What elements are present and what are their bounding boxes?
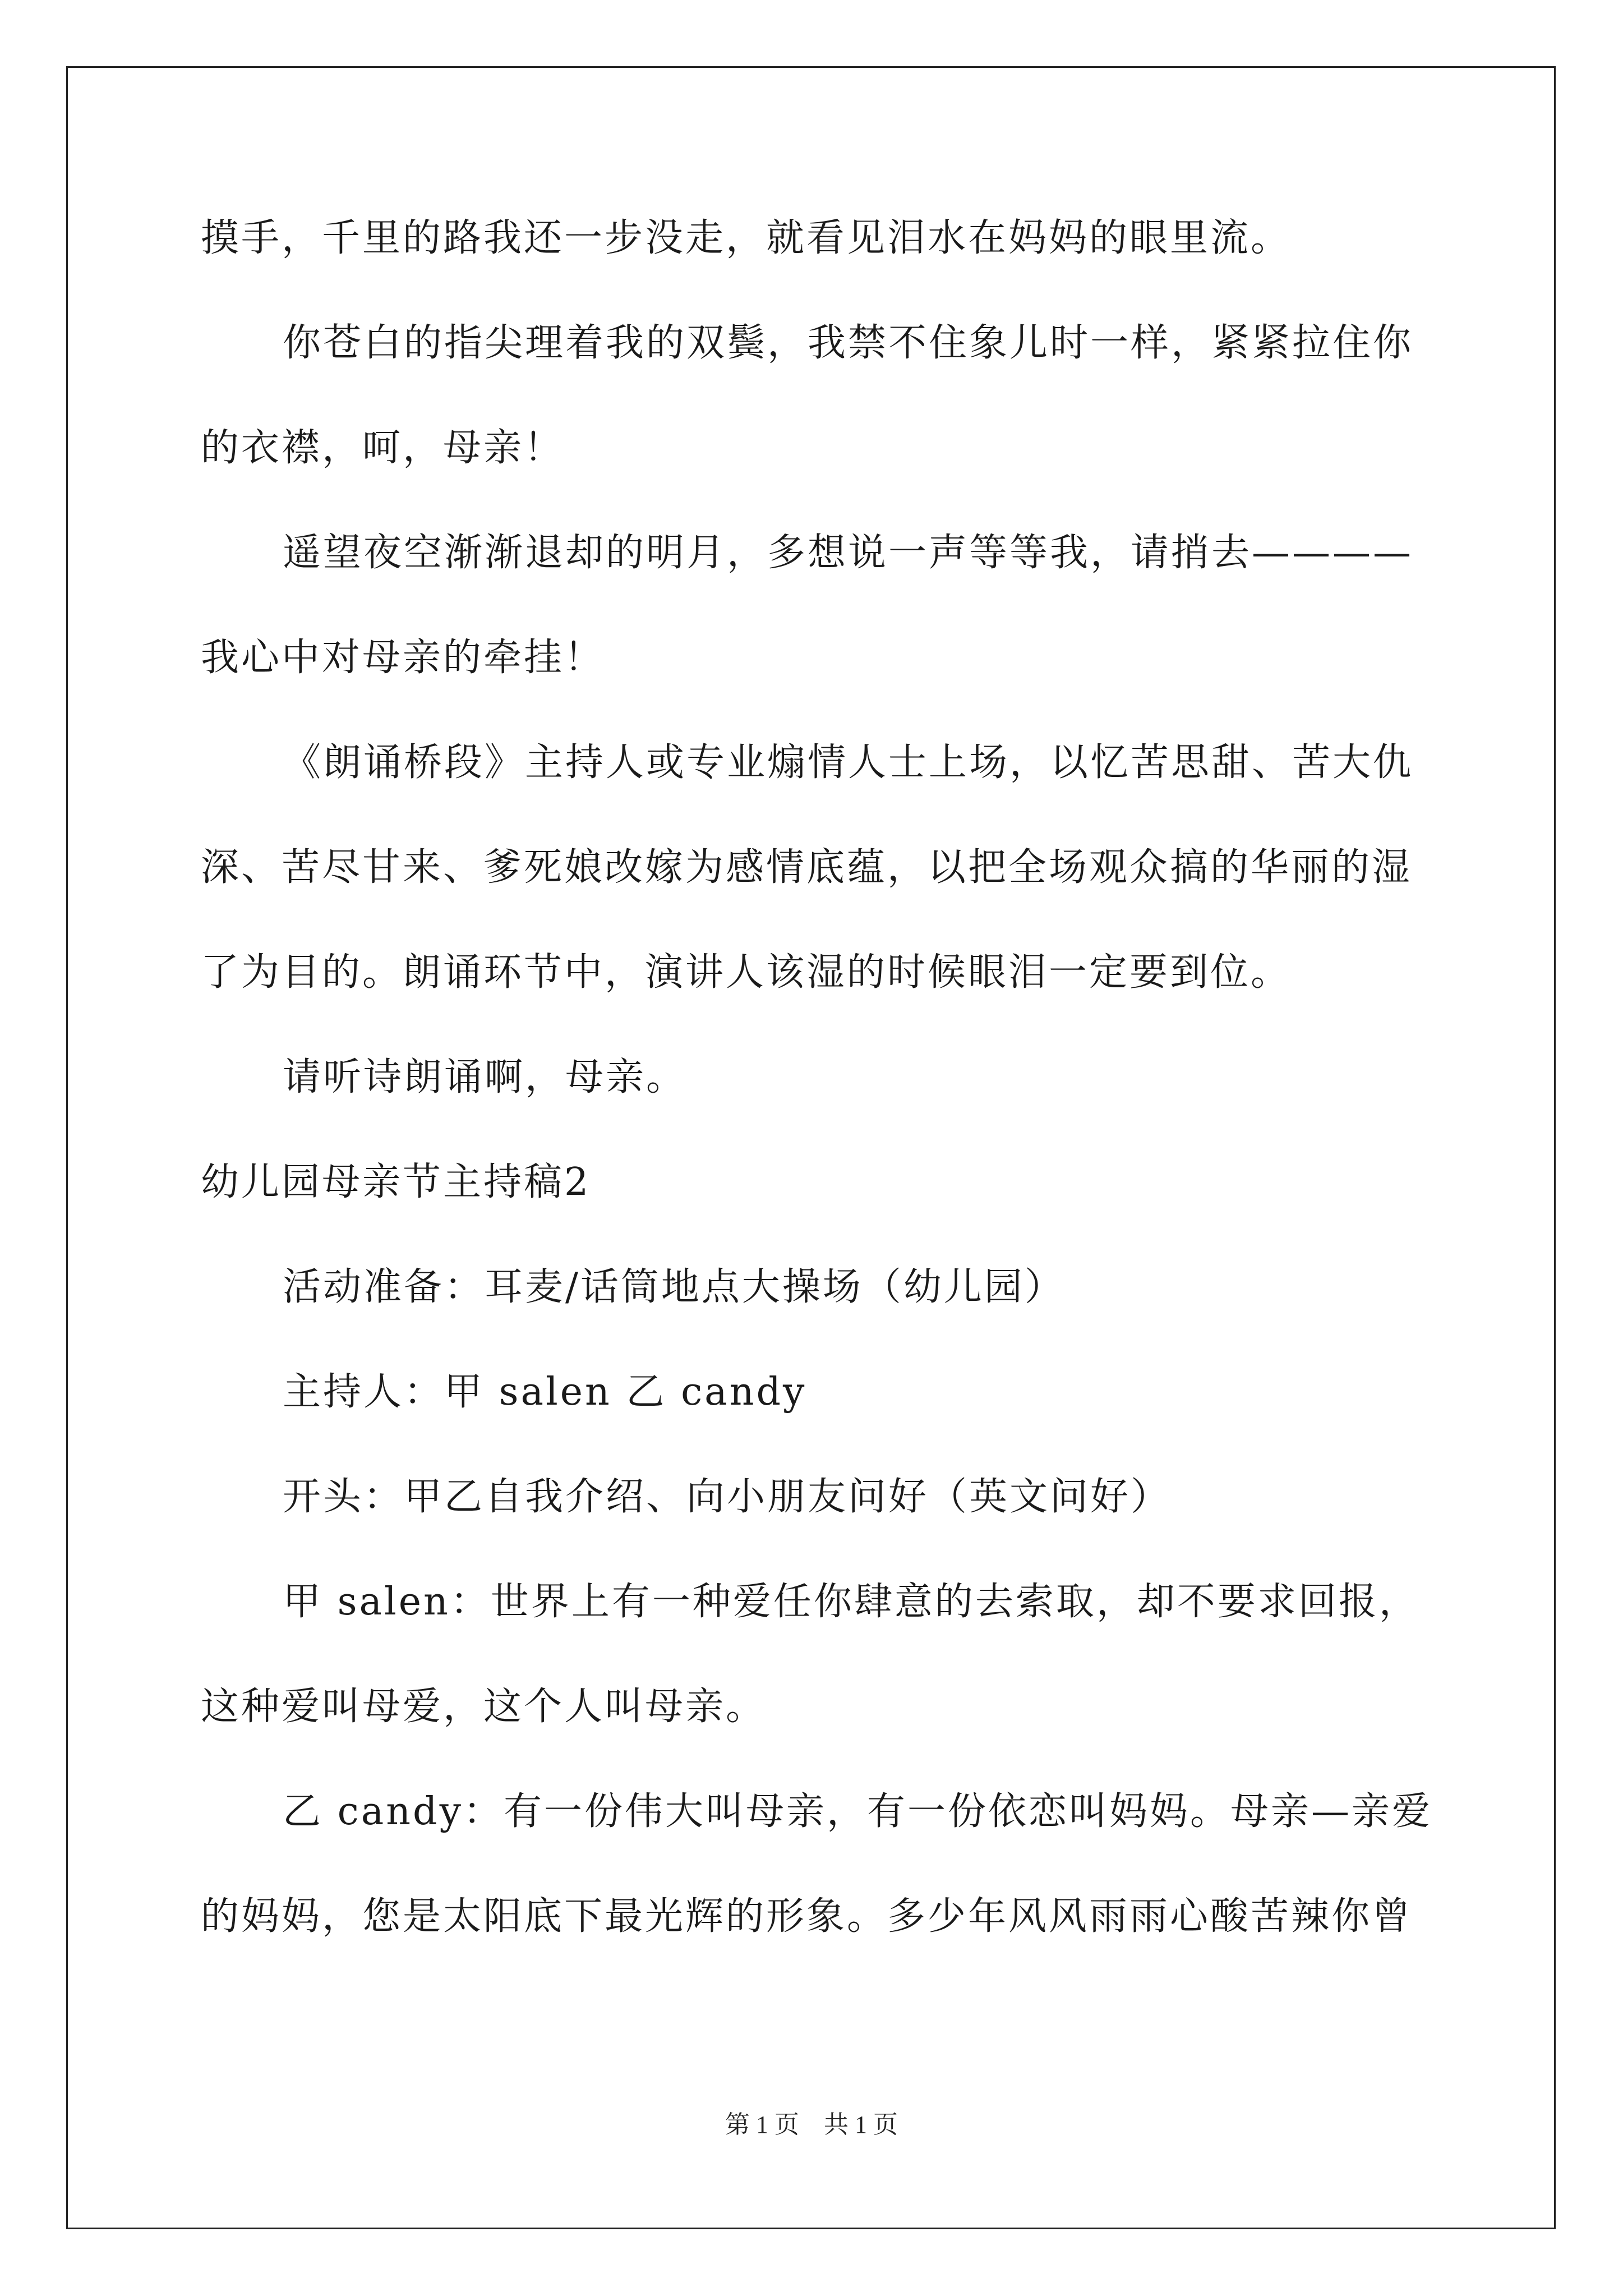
section-heading: 幼儿园母亲节主持稿2 xyxy=(201,1160,591,1204)
page-number-footer: 第 1 页 共 1 页 xyxy=(725,2111,898,2138)
paragraph-line: 你苍白的指尖理着我的双鬓，我禁不住象儿时一样，紧紧拉住你 xyxy=(283,321,1414,365)
text-line: 这种爱叫母爱，这个人叫母亲。 xyxy=(201,1685,767,1729)
paragraph-line: 开头：甲乙自我介绍、向小朋友问好（英文问好） xyxy=(283,1475,1172,1519)
text-line: 深、苦尽甘来、爹死娘改嫁为感情底蕴，以把全场观众搞的华丽的湿 xyxy=(201,845,1413,890)
text-line: 的妈妈，您是太阳底下最光辉的形象。多少年风风雨雨心酸苦辣你曾 xyxy=(201,1894,1413,1939)
text-line: 的衣襟，呵，母亲！ xyxy=(201,426,565,470)
paragraph-line: 主持人：甲 salen 乙 candy xyxy=(283,1370,807,1414)
text-line: 摸手，千里的路我还一步没走，就看见泪水在妈妈的眼里流。 xyxy=(201,216,1292,260)
paragraph-line: 活动准备：耳麦/话筒地点大操场（幼儿园） xyxy=(283,1265,1065,1309)
text-line: 了为目的。朗诵环节中，演讲人该湿的时候眼泪一定要到位。 xyxy=(201,950,1292,995)
paragraph-line: 请听诗朗诵啊，母亲。 xyxy=(283,1055,687,1099)
text-line: 我心中对母亲的牵挂！ xyxy=(201,636,605,680)
paragraph-line: 遥望夜空渐渐退却的明月，多想说一声等等我，请捎去———— xyxy=(283,531,1414,575)
paragraph-line: 乙 candy：有一份伟大叫母亲，有一份依恋叫妈妈。母亲—亲爱 xyxy=(283,1789,1432,1834)
paragraph-line: 《朗诵桥段》主持人或专业煽情人士上场，以忆苦思甜、苦大仇 xyxy=(283,740,1414,785)
paragraph-line: 甲 salen：世界上有一种爱任你肆意的去索取，却不要求回报， xyxy=(283,1580,1419,1624)
